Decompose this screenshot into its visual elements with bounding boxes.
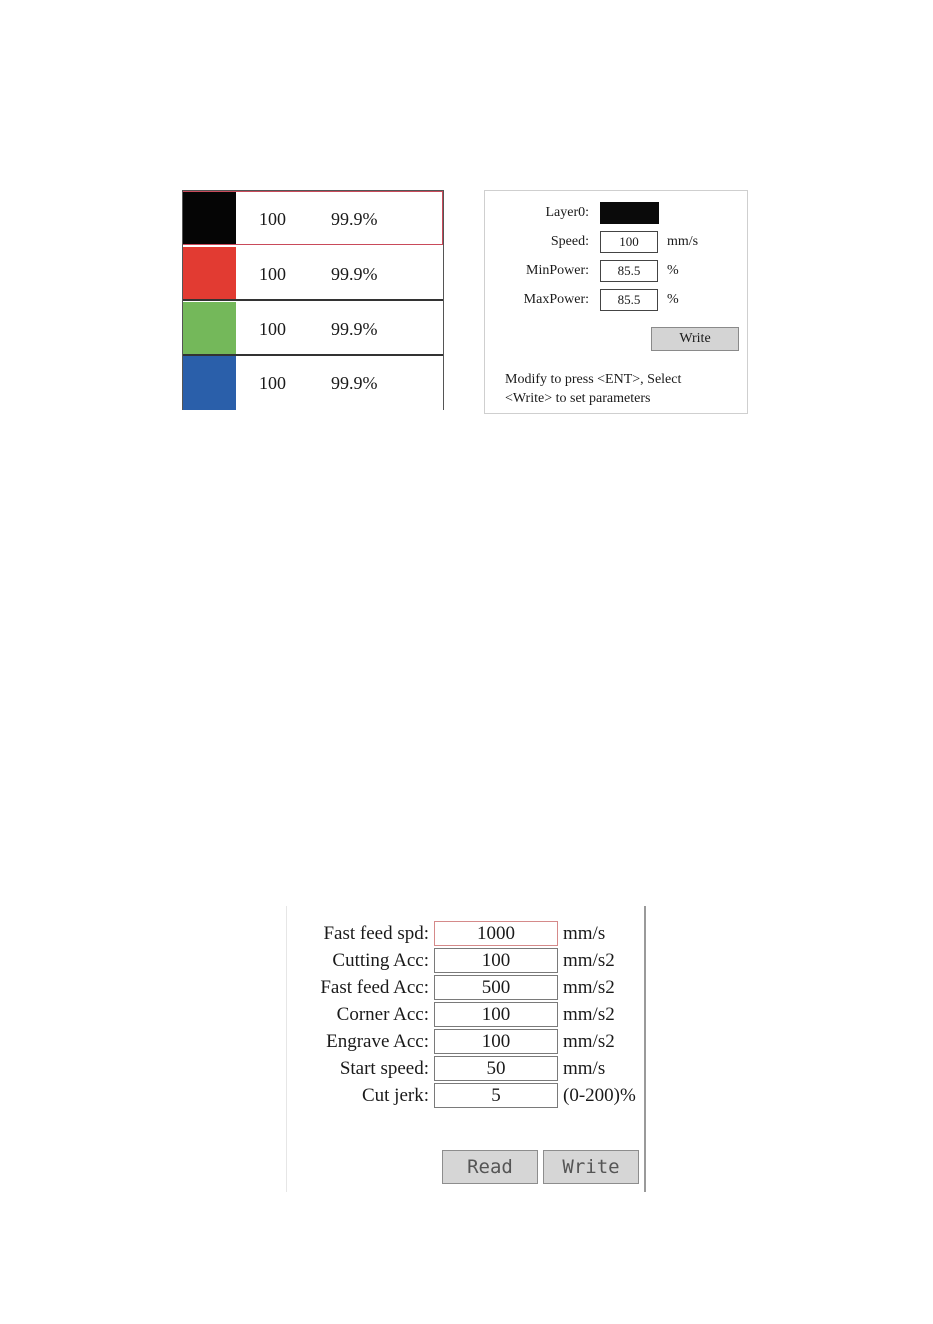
layer-speed: 100 [259,264,286,284]
layer-list [182,190,444,410]
layer-color-box [600,202,659,224]
speed-unit: mm/s [667,234,699,249]
layer-power: 99.9% [331,373,378,393]
param-unit: mm/s2 [563,950,615,971]
param-field[interactable]: 100 [434,948,558,973]
param-label: Engrave Acc: [326,1031,429,1052]
param-field[interactable]: 500 [434,975,558,1000]
min-power-label: MinPower: [526,263,589,278]
param-unit: mm/s2 [563,1004,615,1025]
param-label: Fast feed Acc: [320,977,429,998]
hint-line-2: <Write> to set parameters [505,391,651,406]
param-row-engrave-acc [287,1028,645,1055]
max-power-field[interactable]: 85.5 [600,289,658,311]
layer-speed: 100 [259,209,286,229]
max-power-label: MaxPower: [523,292,589,307]
param-field[interactable]: 100 [434,1002,558,1027]
min-power-field[interactable]: 85.5 [600,260,658,282]
param-label: Cutting Acc: [332,950,429,971]
layer-row-3[interactable] [183,356,443,410]
param-unit: mm/s2 [563,1031,615,1052]
layer-row-2[interactable] [183,302,443,356]
param-unit: mm/s2 [563,977,615,998]
layer-color-swatch [183,247,236,299]
motion-params-panel [286,906,646,1192]
min-power-unit: % [667,263,679,278]
write-button[interactable]: Write [543,1150,639,1184]
param-row-fast-feed-speed [287,920,645,947]
layer-row-0[interactable] [183,191,443,245]
read-button[interactable]: Read [442,1150,538,1184]
param-field[interactable]: 100 [434,1029,558,1054]
layer-power: 99.9% [331,264,378,284]
param-field[interactable]: 1000 [434,921,558,946]
param-label: Start speed: [339,1058,429,1079]
layer-power: 99.9% [331,209,378,229]
param-label: Fast feed spd: [323,923,429,944]
param-row-cut-jerk [287,1082,645,1109]
param-row-cutting-acc [287,947,645,974]
max-power-unit: % [667,292,679,307]
layer-speed: 100 [259,319,286,339]
layer-power: 99.9% [331,319,378,339]
param-label: Cut jerk: [361,1085,429,1106]
param-row-start-speed [287,1055,645,1082]
param-row-corner-acc [287,1001,645,1028]
speed-label: Speed: [550,234,589,249]
layer-color-swatch [183,356,236,410]
layer-params-panel [484,190,748,414]
param-unit: (0-200)% [563,1085,636,1106]
layer-hint [505,370,741,408]
param-label: Corner Acc: [336,1004,429,1025]
param-unit: mm/s [563,1058,606,1079]
param-field[interactable]: 5 [434,1083,558,1108]
layer-speed: 100 [259,373,286,393]
hint-line-1: Modify to press <ENT>, Select [505,372,682,387]
speed-field[interactable]: 100 [600,231,658,253]
layer-color-swatch [183,192,236,244]
layer-color-swatch [183,302,236,354]
param-row-fast-feed-acc [287,974,645,1001]
param-unit: mm/s [563,923,606,944]
layer-write-button[interactable]: Write [651,327,739,351]
layer-label: Layer0: [545,205,589,220]
layer-row-1[interactable] [183,247,443,301]
param-field[interactable]: 50 [434,1056,558,1081]
